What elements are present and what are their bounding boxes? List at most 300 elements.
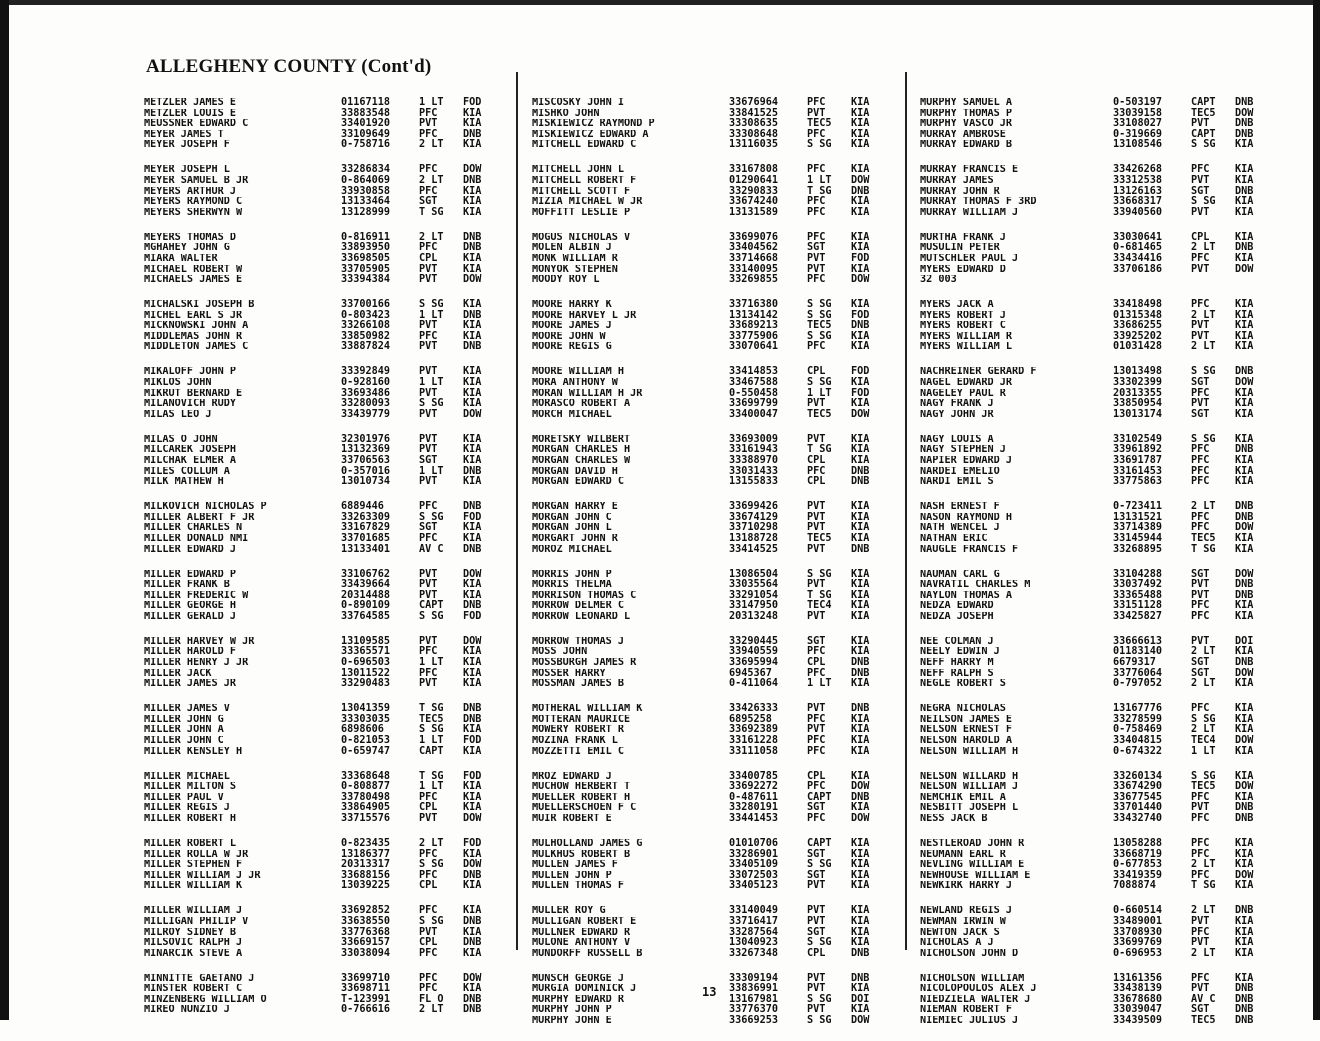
entry-serial: 13040923: [729, 937, 779, 949]
entry-serial: 33302399: [1113, 377, 1163, 389]
entry-rank: S SG: [419, 915, 444, 927]
entry-name: NEE COLMAN J: [920, 636, 994, 647]
entry-status: DOW: [1235, 522, 1254, 534]
entry-status: DNB: [851, 667, 870, 679]
entry-name: MILLIGAN PHILIP V: [144, 916, 249, 927]
entry-serial: 33368648: [341, 770, 391, 782]
entry-status: KIA: [851, 341, 870, 353]
entry-status: KIA: [851, 196, 870, 208]
roster-entry: [532, 669, 892, 680]
entry-serial: 33489001: [1113, 915, 1163, 927]
entry-name: MUELLERSCHOEN F C: [532, 803, 637, 814]
entry-rank: PFC: [1191, 610, 1210, 622]
roster-entry: [144, 321, 506, 332]
entry-status: KIA: [1235, 299, 1254, 311]
entry-name: NAUMAN CARL G: [920, 569, 1000, 580]
entry-rank: S SG: [1191, 139, 1216, 151]
entry-status: KIA: [463, 947, 482, 959]
entry-rank: PVT: [419, 408, 438, 420]
entry-serial: 33426268: [1113, 164, 1163, 176]
entry-rank: S SG: [807, 859, 832, 871]
entry-serial: T-123991: [341, 993, 391, 1005]
roster-entry: [144, 570, 506, 581]
entry-status: DNB: [1235, 501, 1254, 513]
roster-group: [532, 502, 892, 555]
entry-status: DOW: [1235, 377, 1254, 389]
entry-serial: 33925202: [1113, 330, 1163, 342]
entry-rank: 2 LT: [419, 837, 444, 849]
entry-serial: 33686255: [1113, 320, 1163, 332]
page-number: 13: [702, 985, 717, 999]
entry-serial: 33039047: [1113, 1004, 1163, 1016]
entry-name: MYERS WILLIAM R: [920, 331, 1013, 342]
entry-name: NEVLING WILLIAM E: [920, 860, 1025, 871]
roster-entry: [532, 850, 892, 861]
entry-rank: PVT: [419, 568, 438, 580]
entry-name: MULLER ROY G: [532, 906, 606, 917]
entry-rank: PFC: [419, 848, 438, 860]
entry-name: NEGRA NICHOLAS: [920, 704, 1006, 715]
roster-entry: [532, 637, 892, 648]
entry-serial: 33439664: [341, 579, 391, 591]
entry-rank: S SG: [807, 139, 832, 151]
entry-serial: 33699769: [1113, 937, 1163, 949]
entry-serial: 33405123: [729, 880, 779, 892]
entry-status: KIA: [1235, 848, 1254, 860]
entry-serial: 33700166: [341, 299, 391, 311]
roster-entry: [144, 208, 506, 219]
entry-name: MOORE WILLIAM H: [532, 367, 625, 378]
entry-name: MITCHELL ROBERT F: [532, 175, 637, 186]
entry-name: MILLER CHARLES N: [144, 523, 243, 534]
entry-status: DNB: [463, 543, 482, 555]
entry-rank: PVT: [1191, 330, 1210, 342]
entry-name: MEYER JAMES T: [144, 129, 224, 140]
entry-name: MORGAN CHARLES H: [532, 445, 631, 456]
entry-status: DNB: [851, 972, 870, 984]
entry-serial: 33691787: [1113, 454, 1163, 466]
entry-rank: PFC: [1191, 465, 1210, 477]
entry-rank: PVT: [807, 511, 826, 523]
entry-rank: PVT: [807, 703, 826, 715]
roster-entry: [532, 704, 892, 715]
entry-name: NESTLEROAD JOHN R: [920, 838, 1025, 849]
entry-name: MULLIGAN ROBERT E: [532, 916, 637, 927]
entry-name: MUELLER ROBERT H: [532, 792, 631, 803]
entry-serial: 33692272: [729, 781, 779, 793]
entry-status: KIA: [851, 926, 870, 938]
entry-status: KIA: [463, 139, 482, 151]
entry-rank: 2 LT: [419, 231, 444, 243]
entry-rank: SGT: [807, 926, 826, 938]
entry-name: MORROW DELMER C: [532, 601, 625, 612]
entry-name: MINNITTE GAETANO J: [144, 973, 255, 984]
entry-serial: 33161228: [729, 735, 779, 747]
roster-entry: [144, 658, 506, 669]
entry-status: KIA: [1235, 387, 1254, 399]
entry-status: KIA: [463, 522, 482, 534]
entry-status: DOW: [463, 274, 482, 286]
entry-status: KIA: [851, 118, 870, 130]
entry-rank: PFC: [807, 196, 826, 208]
entry-status: KIA: [1235, 703, 1254, 715]
entry-name: MILLER PAUL V: [144, 792, 224, 803]
entry-rank: PVT: [807, 543, 826, 555]
roster-entry: [144, 679, 506, 690]
roster-entry: [532, 601, 892, 612]
roster-entry: [920, 814, 1275, 825]
entry-serial: 33290445: [729, 635, 779, 647]
entry-serial: 33961892: [1113, 444, 1163, 456]
roster-entry: [920, 332, 1275, 343]
entry-rank: SGT: [1191, 408, 1210, 420]
entry-rank: SGT: [1191, 377, 1210, 389]
entry-status: DNB: [463, 341, 482, 353]
entry-status: DOW: [851, 274, 870, 286]
entry-rank: S SG: [807, 993, 832, 1005]
entry-serial: 7088874: [1113, 880, 1156, 892]
roster-entry: [920, 300, 1275, 311]
entry-status: DOW: [851, 408, 870, 420]
entry-rank: 2 LT: [1191, 678, 1216, 690]
roster-entry: [920, 570, 1275, 581]
roster-entry: [144, 197, 506, 208]
roster-entry: [144, 747, 506, 758]
roster-entry: [920, 1005, 1275, 1016]
entry-rank: CPL: [419, 802, 438, 814]
entry-status: DNB: [851, 476, 870, 488]
entry-serial: 6889446: [341, 501, 384, 513]
entry-name: MILAS LEO J: [144, 409, 212, 420]
roster-group: [144, 98, 506, 151]
entry-status: KIA: [851, 869, 870, 881]
entry-rank: PFC: [1191, 791, 1210, 803]
entry-serial: 33102549: [1113, 433, 1163, 445]
entry-name: NELSON WILLARD H: [920, 771, 1019, 782]
entry-name: MIREO NUNZIO J: [144, 1005, 230, 1016]
entry-name: MOLEN ALBIN J: [532, 243, 612, 254]
entry-name: MEYERS ARTHUR J: [144, 186, 237, 197]
roster-entry: [144, 378, 506, 389]
entry-name: NIEDZIELA WALTER J: [920, 994, 1031, 1005]
entry-name: MORRISON THOMAS C: [532, 590, 637, 601]
entry-status: KIA: [463, 377, 482, 389]
roster-group: [920, 772, 1275, 825]
entry-serial: 0-766616: [341, 1004, 391, 1016]
roster-entry: [144, 612, 506, 623]
entry-status: KIA: [463, 926, 482, 938]
entry-rank: SGT: [807, 869, 826, 881]
entry-serial: 33260134: [1113, 770, 1163, 782]
entry-status: KIA: [463, 657, 482, 669]
entry-name: MORAN WILLIAM H JR: [532, 388, 643, 399]
entry-status: KIA: [1235, 252, 1254, 264]
entry-rank: TEC5: [1191, 532, 1216, 544]
entry-rank: SGT: [807, 242, 826, 254]
entry-serial: 33269855: [729, 274, 779, 286]
entry-name: MILLER HENRY J JR: [144, 658, 249, 669]
roster-entry: [144, 300, 506, 311]
entry-rank: PVT: [419, 320, 438, 332]
entry-serial: 33674290: [1113, 781, 1163, 793]
entry-serial: 33699710: [341, 972, 391, 984]
entry-serial: 33290833: [729, 185, 779, 197]
entry-rank: PFC: [419, 128, 438, 140]
entry-rank: 2 LT: [1191, 501, 1216, 513]
roster-entry: [532, 782, 892, 793]
entry-status: KIA: [851, 589, 870, 601]
roster-entry: [144, 984, 506, 995]
roster-entry: [532, 793, 892, 804]
entry-serial: 33699076: [729, 231, 779, 243]
entry-rank: PFC: [419, 972, 438, 984]
entry-name: NICOLOPOULOS ALEX J: [920, 984, 1037, 995]
entry-rank: S SG: [807, 568, 832, 580]
entry-serial: 0-357016: [341, 465, 391, 477]
entry-serial: 33699799: [729, 398, 779, 410]
entry-status: KIA: [1235, 646, 1254, 658]
roster-entry: [532, 814, 892, 825]
roster-entry: [144, 254, 506, 265]
entry-status: KIA: [463, 263, 482, 275]
entry-name: MOTTERAN MAURICE: [532, 714, 631, 725]
roster-entry: [920, 477, 1275, 488]
entry-rank: PFC: [807, 341, 826, 353]
entry-name: MILLER FREDERIC W: [144, 590, 249, 601]
entry-serial: 33434416: [1113, 252, 1163, 264]
entry-serial: 20313248: [729, 610, 779, 622]
entry-name: MYERS ROBERT J: [920, 310, 1006, 321]
entry-serial: 33161943: [729, 444, 779, 456]
entry-status: DNB: [463, 703, 482, 715]
entry-name: MILLER EDWARD P: [144, 569, 237, 580]
roster-entry: [920, 321, 1275, 332]
entry-serial: 01031428: [1113, 341, 1163, 353]
roster-entry: [920, 119, 1275, 130]
entry-serial: 6945367: [729, 667, 772, 679]
entry-rank: 1 LT: [419, 309, 444, 321]
entry-serial: 33893950: [341, 242, 391, 254]
roster-group: [532, 435, 892, 488]
entry-status: KIA: [463, 667, 482, 679]
entry-status: DOW: [1235, 781, 1254, 793]
entry-serial: 33836991: [729, 983, 779, 995]
entry-status: DOW: [1235, 107, 1254, 119]
entry-rank: PFC: [419, 646, 438, 658]
roster-entry: [920, 850, 1275, 861]
roster-entry: [920, 523, 1275, 534]
roster-entry: [532, 917, 892, 928]
entry-status: KIA: [851, 231, 870, 243]
entry-rank: PFC: [419, 164, 438, 176]
entry-rank: S SG: [1191, 196, 1216, 208]
roster-entry: [920, 265, 1275, 276]
entry-rank: T SG: [807, 444, 832, 456]
entry-rank: PFC: [807, 97, 826, 108]
entry-serial: 33419359: [1113, 869, 1163, 881]
roster-entry: [532, 275, 892, 286]
roster-entry: [920, 860, 1275, 871]
entry-rank: S SG: [807, 937, 832, 949]
entry-status: KIA: [851, 678, 870, 690]
entry-name: MURRAY JOHN R: [920, 186, 1000, 197]
entry-rank: S SG: [807, 377, 832, 389]
entry-rank: PFC: [1191, 476, 1210, 488]
entry-serial: 33414525: [729, 543, 779, 555]
roster-entry: [920, 342, 1275, 353]
entry-status: DNB: [1235, 242, 1254, 254]
entry-serial: 33764585: [341, 610, 391, 622]
entry-serial: 33425827: [1113, 610, 1163, 622]
entry-rank: PFC: [1191, 848, 1210, 860]
roster-entry: [920, 456, 1275, 467]
entry-name: MONYOK STEPHEN: [532, 264, 618, 275]
entry-rank: PVT: [807, 915, 826, 927]
roster-entry: [144, 176, 506, 187]
entry-status: DNB: [851, 657, 870, 669]
entry-rank: PVT: [807, 724, 826, 736]
entry-rank: PVT: [419, 926, 438, 938]
entry-serial: 33039158: [1113, 107, 1163, 119]
entry-status: KIA: [851, 848, 870, 860]
entry-status: KIA: [463, 880, 482, 892]
entry-rank: S SG: [1191, 770, 1216, 782]
entry-rank: PVT: [419, 387, 438, 399]
roster-entry: [920, 445, 1275, 456]
entry-serial: 33278599: [1113, 713, 1163, 725]
roster-group: [144, 233, 506, 286]
entry-serial: 33669157: [341, 937, 391, 949]
entry-name: MEUSSNER EDWARD C: [144, 119, 249, 130]
entry-serial: 13058288: [1113, 837, 1163, 849]
entry-status: KIA: [851, 206, 870, 218]
roster-column-3: [920, 98, 1275, 1041]
entry-status: KIA: [851, 735, 870, 747]
roster-entry: [532, 523, 892, 534]
entry-serial: 20313355: [1113, 387, 1163, 399]
entry-name: MISKIEWICZ RAYMOND P: [532, 119, 655, 130]
entry-name: NEILSON JAMES E: [920, 714, 1013, 725]
entry-name: MIKRUT BERNARD E: [144, 388, 243, 399]
roster-entry: [144, 725, 506, 736]
entry-status: KIA: [1235, 724, 1254, 736]
entry-serial: 13128999: [341, 206, 391, 218]
entry-serial: 13161356: [1113, 972, 1163, 984]
entry-status: DNB: [1235, 366, 1254, 378]
roster-entry: [532, 1016, 892, 1027]
entry-status: KIA: [1235, 543, 1254, 555]
entry-status: KIA: [1235, 196, 1254, 208]
entry-rank: CAPT: [419, 745, 444, 757]
entry-serial: 0-823435: [341, 837, 391, 849]
entry-name: MINSTER ROBERT C: [144, 984, 243, 995]
entry-serial: 33267348: [729, 947, 779, 959]
entry-name: MOORE JOHN W: [532, 331, 606, 342]
roster-entry: [144, 839, 506, 850]
entry-serial: 13108546: [1113, 139, 1163, 151]
roster-entry: [144, 860, 506, 871]
entry-status: DNB: [1235, 802, 1254, 814]
entry-rank: PVT: [807, 880, 826, 892]
entry-rank: PVT: [807, 972, 826, 984]
roster-entry: [920, 793, 1275, 804]
entry-name: MULLEN JOHN P: [532, 870, 612, 881]
entry-status: DNB: [463, 993, 482, 1005]
entry-status: DOW: [1235, 568, 1254, 580]
entry-serial: [1113, 275, 1191, 286]
entry-rank: PFC: [807, 781, 826, 793]
entry-name: NEFF HARRY M: [920, 658, 994, 669]
entry-rank: PVT: [807, 501, 826, 513]
roster-group: [532, 637, 892, 690]
entry-rank: PFC: [1191, 600, 1210, 612]
entry-name: NEWHOUSE WILLIAM E: [920, 870, 1031, 881]
entry-rank: S SG: [419, 511, 444, 523]
entry-serial: 33716417: [729, 915, 779, 927]
entry-rank: 1 LT: [419, 465, 444, 477]
entry-status: KIA: [1235, 320, 1254, 332]
entry-rank: T SG: [1191, 880, 1216, 892]
entry-serial: 01010706: [729, 837, 779, 849]
roster-entry: [920, 410, 1275, 421]
roster-entry: [144, 793, 506, 804]
entry-status: DOW: [463, 812, 482, 824]
entry-rank: PFC: [1191, 837, 1210, 849]
entry-name: MOWERY ROBERT R: [532, 725, 625, 736]
entry-name: MICKNOWSKI JOHN A: [144, 321, 249, 332]
entry-rank: 2 LT: [1191, 905, 1216, 917]
entry-status: DNB: [463, 600, 482, 612]
roster-entry: [532, 300, 892, 311]
roster-entry: [920, 140, 1275, 151]
entry-rank: PVT: [807, 433, 826, 445]
entry-status: DNB: [1235, 983, 1254, 995]
entry-status: KIA: [851, 128, 870, 140]
entry-status: DNB: [1235, 444, 1254, 456]
entry-rank: PVT: [1191, 983, 1210, 995]
entry-serial: 33716380: [729, 299, 779, 311]
entry-status: KIA: [463, 196, 482, 208]
entry-status: KIA: [463, 433, 482, 445]
roster-group: [920, 367, 1275, 420]
entry-status: DNB: [851, 947, 870, 959]
roster-entry: [920, 938, 1275, 949]
entry-rank: PVT: [807, 252, 826, 264]
entry-serial: 0-487611: [729, 791, 779, 803]
entry-serial: 33841525: [729, 107, 779, 119]
entry-name: NICHOLSON WILLIAM: [920, 973, 1025, 984]
entry-status: DNB: [463, 937, 482, 949]
entry-status: KIA: [1235, 678, 1254, 690]
roster-entry: [144, 311, 506, 322]
roster-entry: [144, 275, 506, 286]
entry-rank: PFC: [1191, 252, 1210, 264]
entry-rank: TEC5: [807, 118, 832, 130]
entry-name: MISCOSKY JOHN I: [532, 98, 625, 108]
entry-serial: 33167829: [341, 522, 391, 534]
roster-group: [532, 570, 892, 623]
entry-status: KIA: [1235, 600, 1254, 612]
entry-status: DOW: [1235, 735, 1254, 747]
entry-name: MYERS WILLIAM L: [920, 342, 1013, 353]
roster-entry: [144, 545, 506, 556]
entry-status: DOW: [851, 174, 870, 186]
roster-entry: [532, 119, 892, 130]
entry-serial: 33404562: [729, 242, 779, 254]
roster-entry: [144, 814, 506, 825]
entry-status: KIA: [463, 532, 482, 544]
entry-serial: 33689213: [729, 320, 779, 332]
